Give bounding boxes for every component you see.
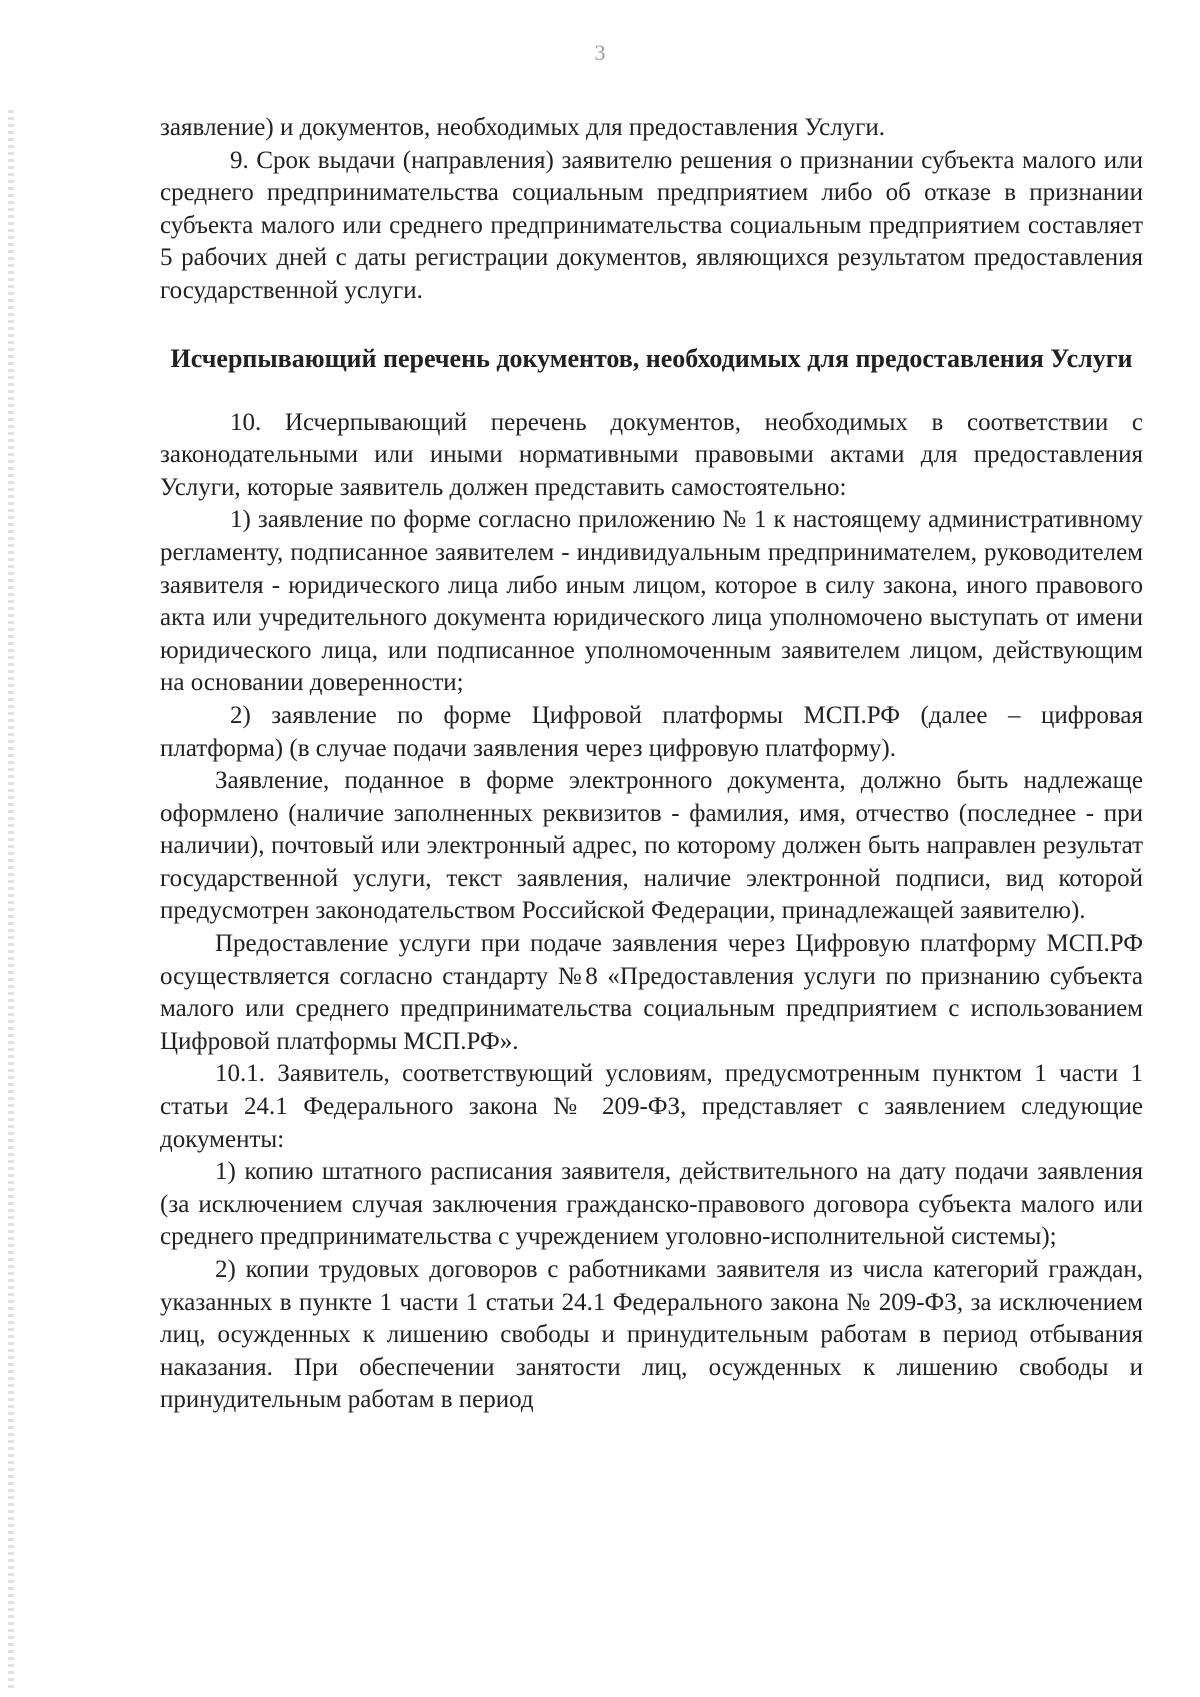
paragraph-continuation: заявление) и документов, необходимых для предоставления Услуги. [160, 114, 886, 141]
paragraph-item-9: 9. Срок выдачи (направления) заявителю решения о признании субъекта малого или среднего предпринимательства социальным предприятием либо об отказе в признании субъекта малого или среднего предпринимательства социальным предприятием составляет 5 рабочих дней с даты регистрации документов, являющихся результатом предоставления государственной услуги. [160, 146, 1143, 304]
paragraph-subitem-1: 1) заявление по форме согласно приложению № 1 к настоящему административному регламенту, подписанное заявителем - индивидуальным предпринимателем, руководителем заявителя - юридического лица либо иным лицом, которое в силу закона, иного правового акта или учредительного документа юридического лица уполномочено выступать от имени юридического лица, или подписанное уполномоченным заявителем лицом, действующим на основании доверенности; [160, 506, 1143, 697]
paragraph-subitem-2-labor-contracts: 2) копии трудовых договоров с работниками заявителя из числа категорий граждан, указанных в пункте 1 части 1 статьи 24.1 Федерального закона № 209-ФЗ, за исключением лиц, осужденных к лишению свободы и принудительным работам в период отбывания наказания. При обеспечении занятости лиц, осужденных к лишению свободы и принудительным работам в период [160, 1256, 1143, 1414]
scan-edge-artifact [8, 110, 14, 1690]
paragraph-electronic-application: Заявление, поданное в форме электронного документа, должно быть надлежаще оформлено (наличие заполненных реквизитов - фамилия, имя, отчество (последнее - при наличии), почтовый или электронный адрес, по которому должен быть направлен результат государственной услуги, текст заявления, наличие электронной подписи, вид которой предусмотрен законодательством Российской Федерации, принадлежащей заявителю). [160, 767, 1143, 925]
document-body [160, 112, 1143, 1417]
paragraph-item-10-1: 10.1. Заявитель, соответствующий условиям, предусмотренным пунктом 1 части 1 статьи 24.1 Федерального закона № 209-ФЗ, представляет с заявлением следующие документы: [160, 1060, 1143, 1153]
page-number: 3 [594, 40, 606, 65]
paragraph-subitem-1-staff-schedule: 1) копию штатного расписания заявителя, действительного на дату подачи заявления (за исключением случая заключения гражданско-правового договора субъекта малого или среднего предпринимательства с учреждением уголовно-исполнительной системы); [160, 1158, 1143, 1251]
paragraph-digital-platform: Предоставление услуги при подаче заявления через Цифровую платформу МСП.РФ осуществляется согласно стандарту №8 «Предоставления услуги по признанию субъекта малого или среднего предпринимательства социальным предприятием с использованием Цифровой платформы МСП.РФ». [160, 930, 1143, 1055]
paragraph-subitem-2: 2) заявление по форме Цифровой платформы МСП.РФ (далее – цифровая платформа) (в случае подачи заявления через цифровую платформу). [160, 701, 1143, 762]
paragraph-item-10: 10. Исчерпывающий перечень документов, необходимых в соответствии с законодательными или иными нормативными правовыми актами для предоставления Услуги, которые заявитель должен представить самостоятельно: [160, 408, 1143, 501]
section-heading: Исчерпывающий перечень документов, необходимых для предоставления Услуги [170, 343, 1133, 373]
